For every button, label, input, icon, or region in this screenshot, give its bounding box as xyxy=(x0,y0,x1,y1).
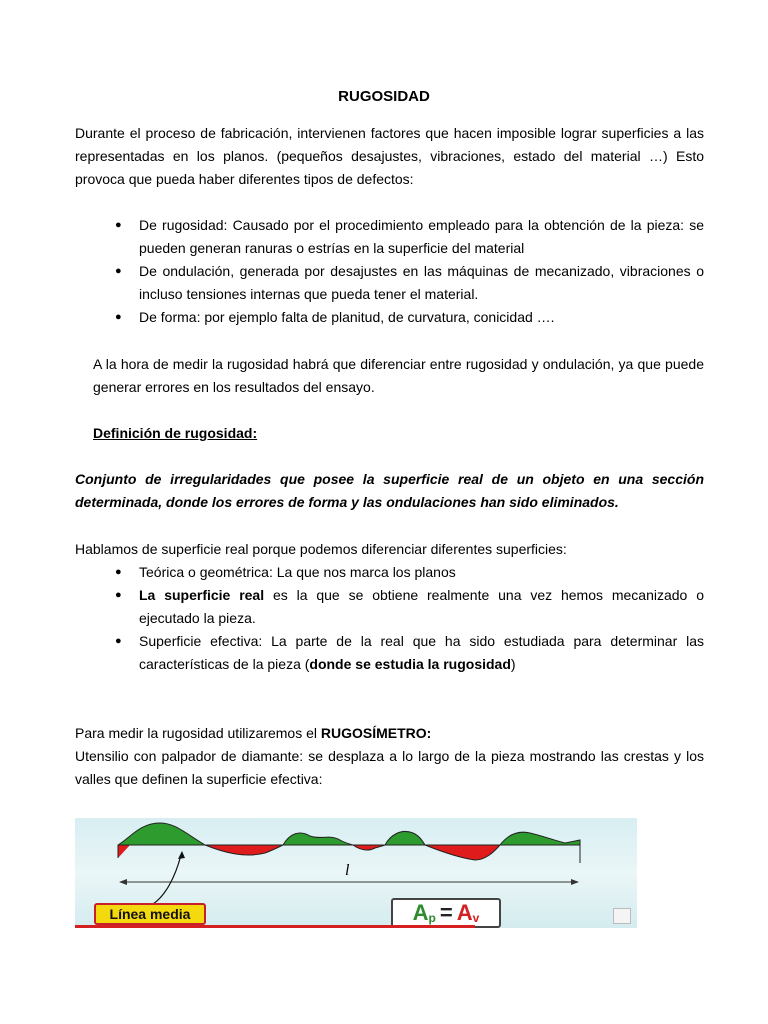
peak-area xyxy=(500,832,580,845)
list-item: ● La superficie real es la que se obtiene realmente una vez hemos mecanizado o ejecutado la pieza. xyxy=(75,584,704,630)
definition-text: Conjunto de irregularidades que posee la superficie real de un objeto en una sección determinada, donde los errores de forma y las ondulaciones han sido eliminados. xyxy=(75,471,704,510)
logo-icon xyxy=(613,908,631,924)
area-formula: $A_p = A_v$ xyxy=(391,898,501,928)
arrow-head-left xyxy=(119,879,127,885)
instrument-paragraph: Para medir la rugosidad utilizaremos el RUGOSÍMETRO: Utensilio con palpador de diamante: se desplaza a lo largo de la pieza mostrando las crestas y los valles que definen la superficie efectiva: xyxy=(75,725,704,787)
list-item: ● De rugosidad: Causado por el procedimiento empleado para la obtención de la pieza: se pueden generan ranuras o estrías en la superficie del material xyxy=(75,214,704,260)
arrow-head-right xyxy=(571,879,579,885)
list-item: ● De ondulación, generada por desajustes en las máquinas de mecanizado, vibraciones o incluso tensiones internas que pueda tener el material. xyxy=(75,260,704,306)
peak-area xyxy=(385,831,425,845)
list-item: ● Teórica o geométrica: La que nos marca los planos xyxy=(75,561,704,584)
figure-bottom-line xyxy=(75,925,475,928)
bullet-icon: ● xyxy=(115,635,122,647)
bullet-icon: ● xyxy=(115,265,122,277)
valley-area xyxy=(118,845,130,858)
measure-note: A la hora de medir la rugosidad habrá que diferenciar entre rugosidad y ondulación, ya que puede generar errores en los resultados del ensayo. xyxy=(93,356,704,395)
bullet-icon: ● xyxy=(115,311,122,323)
mean-line-label: Línea media xyxy=(94,903,206,925)
defects-list xyxy=(75,214,704,329)
bullet-icon: ● xyxy=(115,566,122,578)
surfaces-list xyxy=(75,561,704,676)
page-title: RUGOSIDAD xyxy=(338,88,430,105)
roughness-figure xyxy=(75,818,637,928)
list-item: ● Superficie efectiva: La parte de la real que ha sido estudiada para determinar las características de la pieza (donde se estudia la rugosidad) xyxy=(75,630,704,676)
list-item: ● De forma: por ejemplo falta de planitud, de curvatura, conicidad …. xyxy=(75,306,704,329)
surfaces-intro: Hablamos de superficie real porque podemos diferenciar diferentes superficies: xyxy=(75,541,567,557)
peak-area xyxy=(118,823,205,845)
intro-paragraph: Durante el proceso de fabricación, intervienen factores que hacen imposible lograr superficies a las representadas en los planos. (pequeños desajustes, vibraciones, estado del material …) Esto provoca que pueda haber diferentes tipos de defectos: xyxy=(75,125,704,187)
bullet-icon: ● xyxy=(115,219,122,231)
pointer-arrow-head xyxy=(178,851,185,859)
pointer-arrow xyxy=(153,855,181,904)
bullet-icon: ● xyxy=(115,589,122,601)
length-label: l xyxy=(345,862,350,879)
definition-heading: Definición de rugosidad: xyxy=(93,425,258,441)
